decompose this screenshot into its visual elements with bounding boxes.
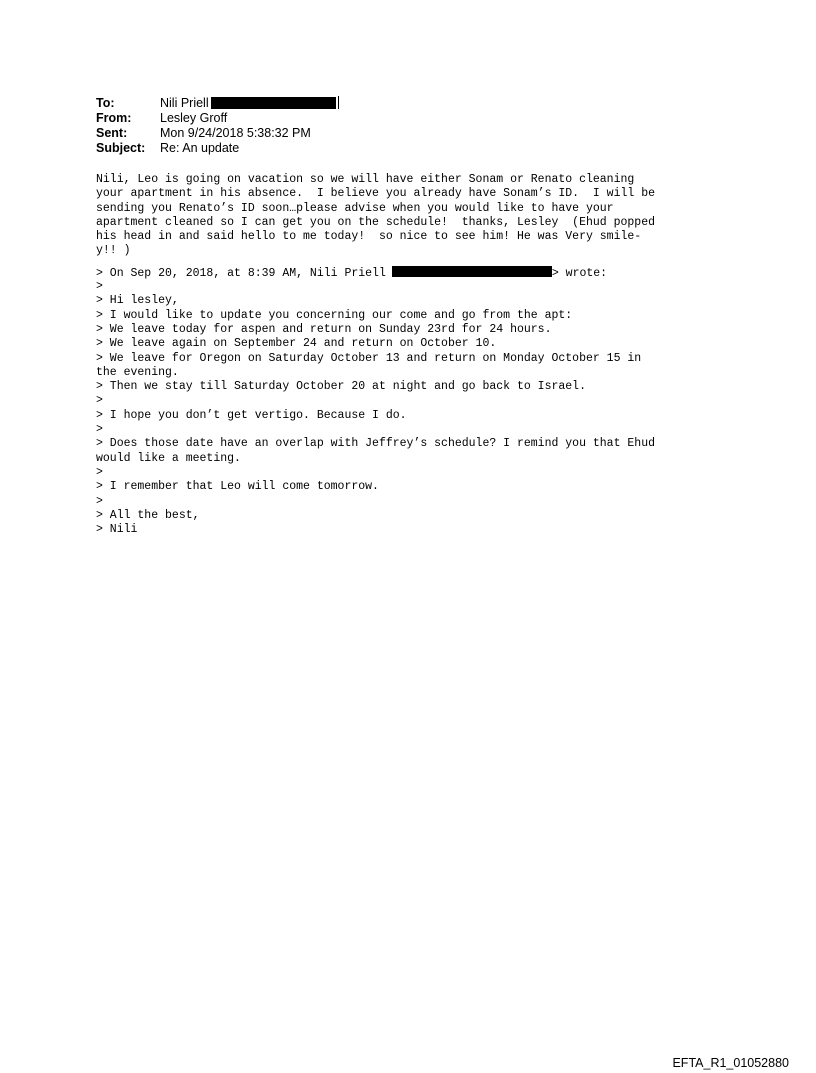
email-body bbox=[96, 173, 736, 537]
quoted-intro-prefix: > On Sep 20, 2018, at 8:39 AM, Nili Priell bbox=[96, 266, 386, 280]
reply-message bbox=[96, 173, 736, 259]
from-row bbox=[96, 111, 339, 126]
document-id: EFTA_R1_01052880 bbox=[672, 1056, 789, 1070]
body-line: apartment cleaned so I can get you on the schedule! thanks, Lesley (Ehud popped bbox=[96, 215, 655, 229]
quoted-line: > bbox=[96, 494, 103, 508]
quoted-line: > I remember that Leo will come tomorrow. bbox=[96, 480, 379, 494]
redaction-bracket bbox=[338, 96, 339, 109]
redaction-box bbox=[392, 266, 552, 277]
quoted-line: > All the best, bbox=[96, 508, 200, 522]
redaction-box bbox=[211, 97, 336, 109]
body-line: Nili, Leo is going on vacation so we will have either Sonam or Renato cleaning bbox=[96, 173, 635, 186]
quoted-line: the evening. bbox=[96, 365, 179, 379]
quoted-line: > We leave again on September 24 and return on October 10. bbox=[96, 337, 497, 351]
quoted-line: would like a meeting. bbox=[96, 451, 241, 465]
body-line: your apartment in his absence. I believe you already have Sonam’s ID. I will be bbox=[96, 187, 655, 201]
subject-label: Subject: bbox=[96, 141, 146, 155]
quoted-line: > bbox=[96, 280, 103, 294]
sent-row bbox=[96, 126, 339, 141]
to-name: Nili Priell bbox=[160, 96, 209, 110]
body-line: his head in and said hello to me today! so nice to see him! He was Very smile- bbox=[96, 230, 642, 244]
quoted-line: > Nili bbox=[96, 523, 138, 537]
quoted-line: > I would like to update you concerning our come and go from the apt: bbox=[96, 308, 573, 322]
from-value: Lesley Groff bbox=[160, 111, 228, 125]
quoted-line: > I hope you don’t get vertigo. Because I do. bbox=[96, 408, 407, 422]
quoted-intro-line bbox=[96, 266, 736, 280]
quoted-message bbox=[96, 266, 736, 538]
quoted-line: > Hi lesley, bbox=[96, 294, 179, 308]
subject-value: Re: An update bbox=[160, 141, 240, 155]
quoted-line: > bbox=[96, 394, 103, 408]
quoted-line: > We leave for Oregon on Saturday October 13 and return on Monday October 15 in bbox=[96, 351, 642, 365]
quoted-line: > bbox=[96, 465, 103, 479]
body-line: y!! ) bbox=[96, 244, 131, 258]
subject-row bbox=[96, 141, 339, 156]
paragraph-gap bbox=[96, 259, 736, 266]
quoted-intro-suffix: > wrote: bbox=[551, 266, 608, 280]
to-value bbox=[160, 96, 339, 111]
from-label: From: bbox=[96, 111, 132, 125]
to-row bbox=[96, 96, 339, 111]
to-label: To: bbox=[96, 96, 115, 110]
quoted-line: > We leave today for aspen and return on Sunday 23rd for 24 hours. bbox=[96, 322, 552, 336]
sent-label: Sent: bbox=[96, 126, 128, 140]
body-line: sending you Renato’s ID soon…please advise when you would like to have your bbox=[96, 201, 614, 215]
quoted-line: > Then we stay till Saturday October 20 at night and go back to Israel. bbox=[96, 380, 586, 394]
sent-value: Mon 9/24/2018 5:38:32 PM bbox=[160, 126, 311, 140]
quoted-line: > bbox=[96, 423, 103, 437]
email-header bbox=[96, 96, 339, 156]
quoted-line: > Does those date have an overlap with Jeffrey’s schedule? I remind you that Ehud bbox=[96, 437, 655, 451]
